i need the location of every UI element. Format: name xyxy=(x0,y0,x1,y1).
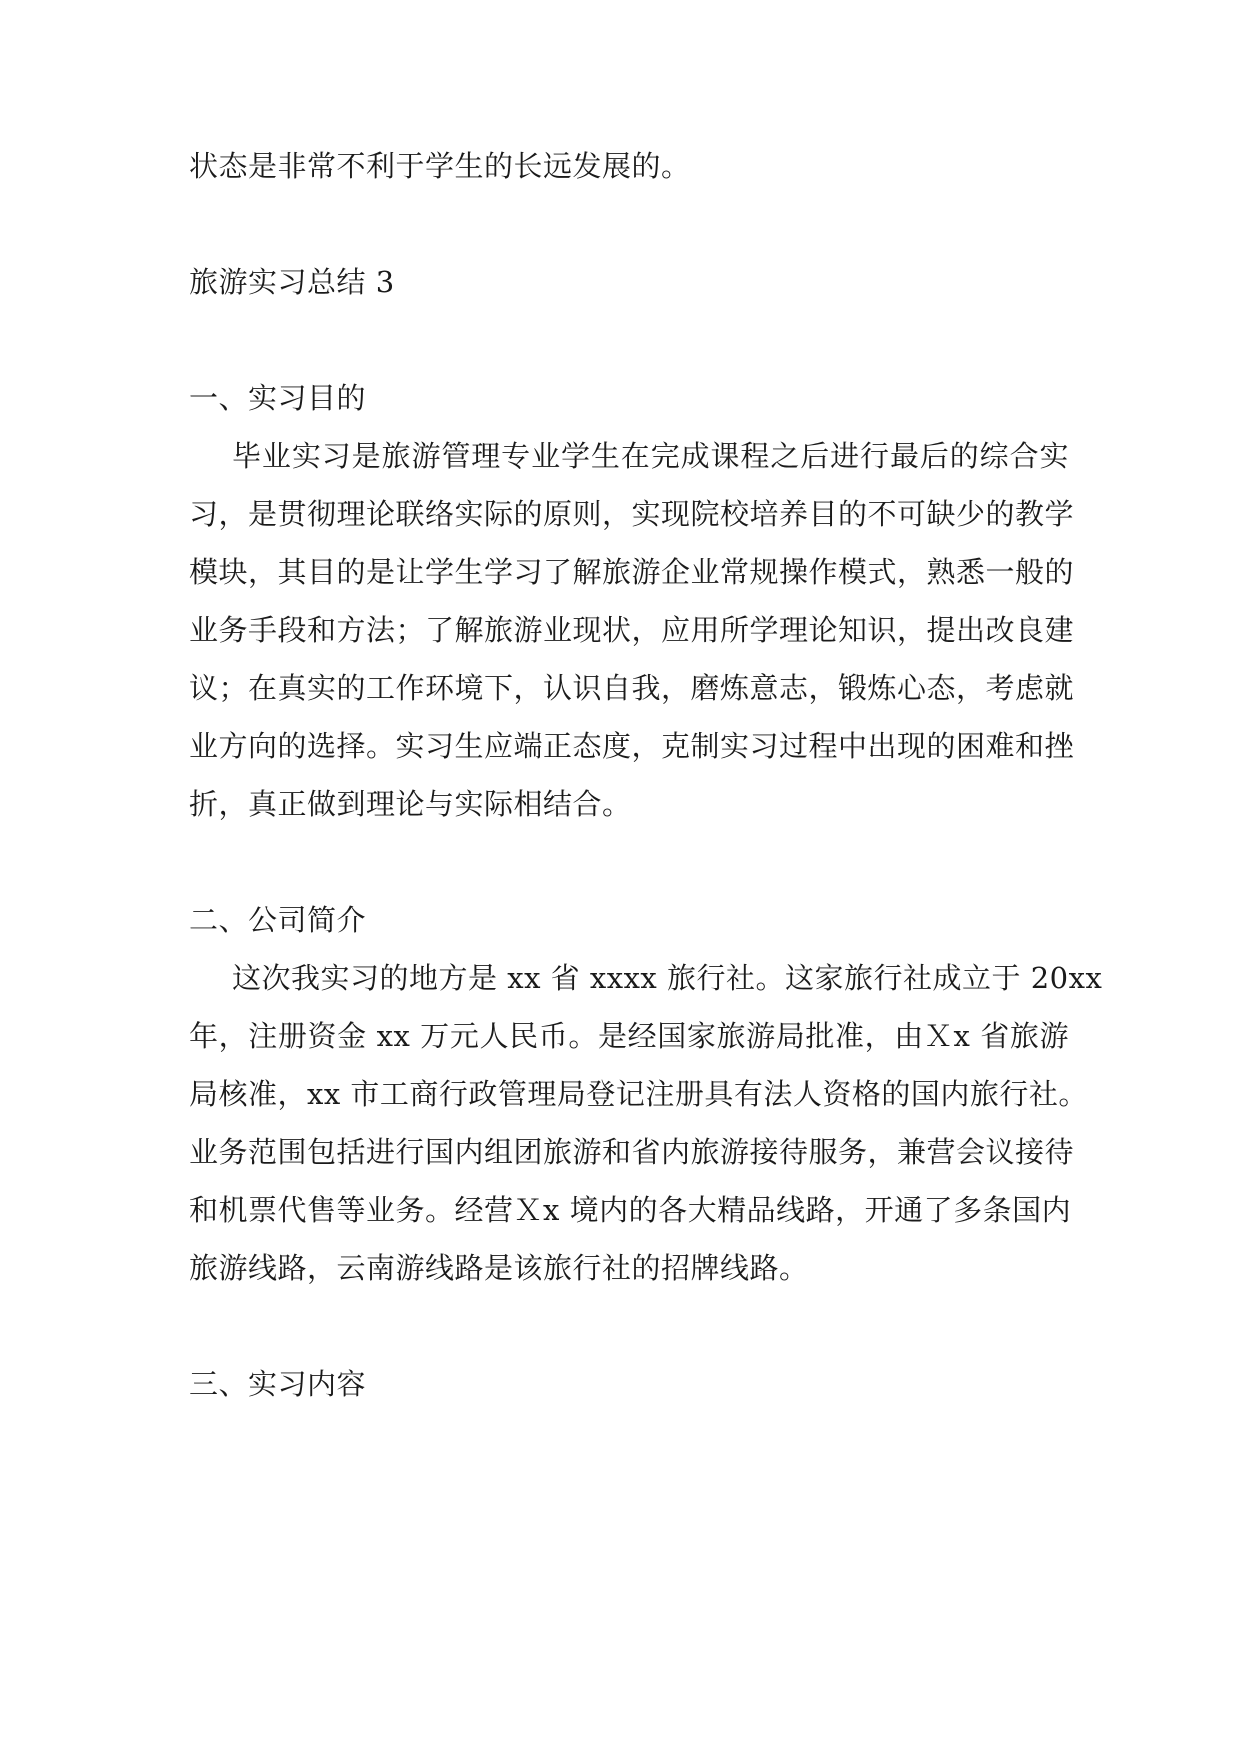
section-1-line-2: 习，是贯彻理论联络实际的原则，实现院校培养目的不可缺少的教学 xyxy=(189,497,1075,531)
section-heading-3: 三、实习内容 xyxy=(189,1367,367,1401)
continuation-line: 状态是非常不利于学生的长远发展的。 xyxy=(189,149,691,183)
section-1-line-7: 折，真正做到理论与实际相结合。 xyxy=(189,787,632,821)
section-1-line-5: 议；在真实的工作环境下，认识自我，磨炼意志，锻炼心态，考虑就 xyxy=(189,671,1075,705)
section-1-line-4: 业务手段和方法；了解旅游业现状，应用所学理论知识，提出改良建 xyxy=(189,613,1075,647)
section-2-line-3: 局核准，xx 市工商行政管理局登记注册具有法人资格的国内旅行社。 xyxy=(189,1077,1088,1111)
section-heading-2: 二、公司简介 xyxy=(189,903,367,937)
section-2-line-5: 和机票代售等业务。经营Ｘx 境内的各大精品线路，开通了多条国内 xyxy=(189,1193,1072,1227)
section-1-line-1: 毕业实习是旅游管理专业学生在完成课程之后进行最后的综合实 xyxy=(232,439,1069,473)
section-1-line-3: 模块，其目的是让学生学习了解旅游企业常规操作模式，熟悉一般的 xyxy=(189,555,1075,589)
section-2-line-6: 旅游线路，云南游线路是该旅行社的招牌线路。 xyxy=(189,1251,809,1285)
document-title: 旅游实习总结 3 xyxy=(189,265,395,299)
section-2-line-4: 业务范围包括进行国内组团旅游和省内旅游接待服务，兼营会议接待 xyxy=(189,1135,1075,1169)
section-2-line-2: 年，注册资金 xx 万元人民币。是经国家旅游局批准，由Ｘx 省旅游 xyxy=(189,1019,1069,1053)
section-2-line-1: 这次我实习的地方是 xx 省 xxxx 旅行社。这家旅行社成立于 20xx xyxy=(232,961,1103,995)
section-heading-1: 一、实习目的 xyxy=(189,381,367,415)
section-1-line-6: 业方向的选择。实习生应端正态度，克制实习过程中出现的困难和挫 xyxy=(189,729,1075,763)
